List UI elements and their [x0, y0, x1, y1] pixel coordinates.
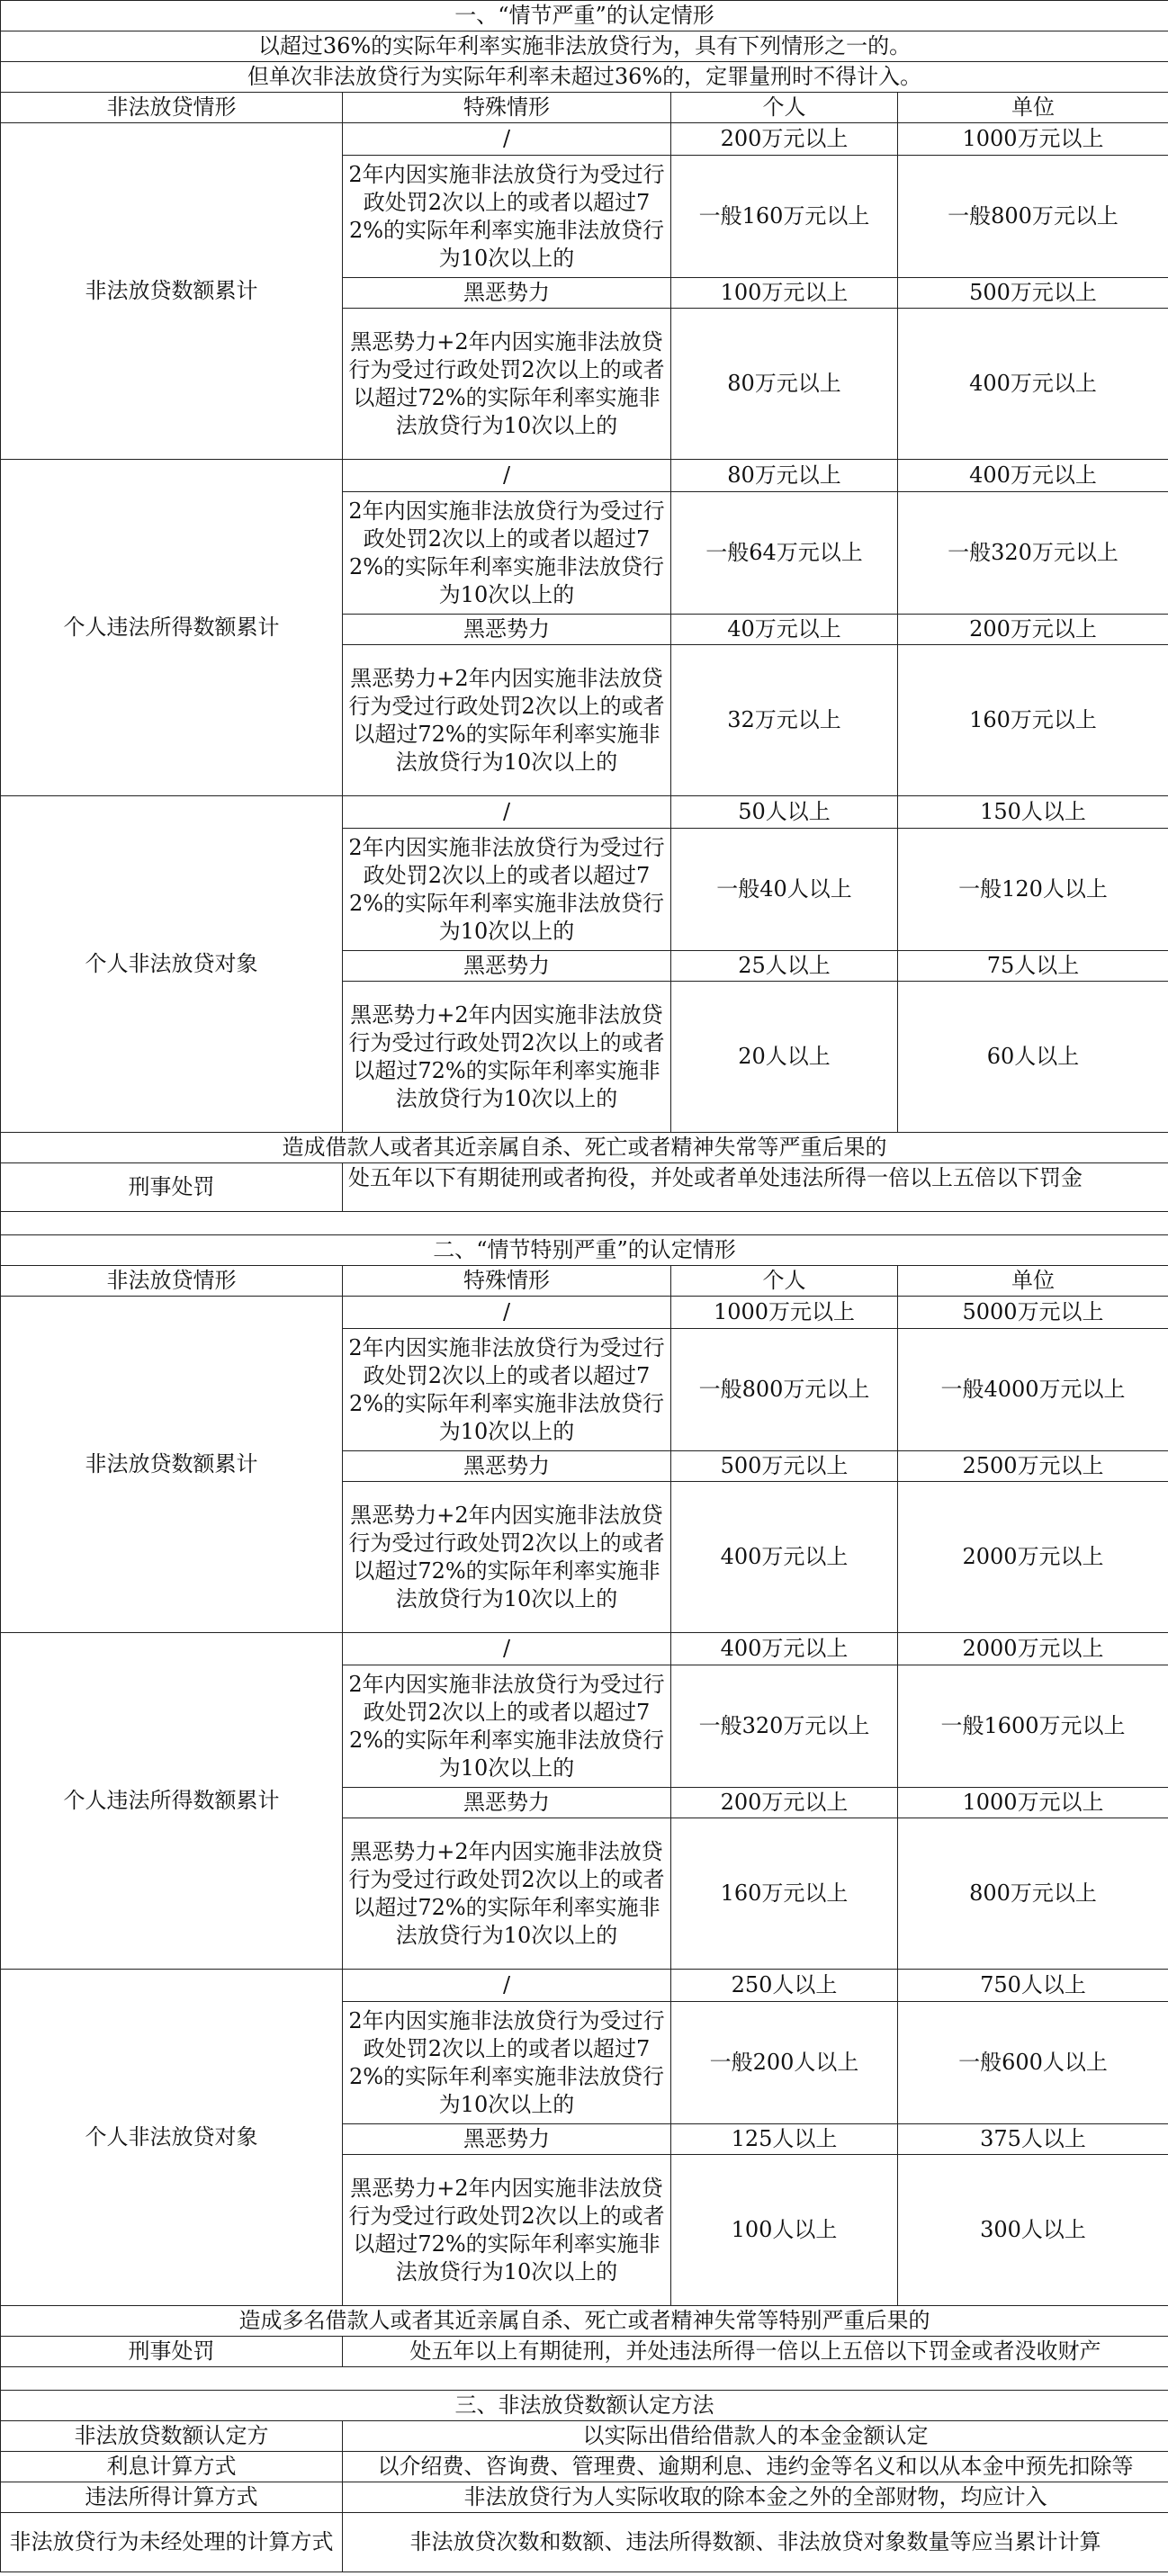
- category-label: 个人违法所得数额累计: [1, 1633, 343, 1970]
- spacer: [1, 2367, 1168, 2391]
- unit-value: 300人以上: [898, 2155, 1168, 2306]
- special-case-cell: 黑恶势力+2年内因实施非法放贷行为受过行政处罚2次以上的或者以超过72%的实际年利率实施非法放贷行为10次以上的: [343, 1482, 671, 1633]
- special-case-cell: 黑恶势力: [343, 951, 671, 982]
- method-label: 违法所得计算方式: [1, 2482, 343, 2513]
- unit-value: 75人以上: [898, 951, 1168, 982]
- individual-value: 100万元以上: [671, 278, 898, 309]
- individual-value: 200万元以上: [671, 123, 898, 156]
- unit-value: 375人以上: [898, 2124, 1168, 2155]
- individual-value: 一般40人以上: [671, 829, 898, 951]
- unit-value: 160万元以上: [898, 645, 1168, 796]
- individual-value: 1000万元以上: [671, 1297, 898, 1329]
- special-case-cell: 黑恶势力: [343, 1788, 671, 1818]
- individual-value: 80万元以上: [671, 460, 898, 492]
- column-header: 非法放贷情形: [1, 1266, 343, 1297]
- method-text: 非法放贷次数和数额、违法所得数额、非法放贷对象数量等应当累计计算: [343, 2513, 1168, 2572]
- header-row: [1, 93, 1168, 123]
- table-row: [1, 1297, 1168, 1329]
- unit-value: 2500万元以上: [898, 1451, 1168, 1482]
- special-case-cell: 2年内因实施非法放贷行为受过行政处罚2次以上的或者以超过72%的实际年利率实施非法放贷行为10次以上的: [343, 829, 671, 951]
- individual-value: 25人以上: [671, 951, 898, 982]
- unit-value: 400万元以上: [898, 309, 1168, 460]
- consequence-text: 造成多名借款人或者其近亲属自杀、死亡或者精神失常等特别严重后果的: [1, 2306, 1168, 2337]
- special-case-cell: /: [343, 1970, 671, 2002]
- penalty-text: 处五年以下有期徒刑或者拘役，并处或者单处违法所得一倍以上五倍以下罚金: [343, 1163, 1168, 1212]
- individual-value: 500万元以上: [671, 1451, 898, 1482]
- individual-value: 一般160万元以上: [671, 156, 898, 278]
- unit-value: 500万元以上: [898, 278, 1168, 309]
- special-case-cell: 2年内因实施非法放贷行为受过行政处罚2次以上的或者以超过72%的实际年利率实施非法放贷行为10次以上的: [343, 492, 671, 615]
- special-case-cell: 黑恶势力: [343, 615, 671, 645]
- section-title-row: [1, 2391, 1168, 2421]
- individual-value: 80万元以上: [671, 309, 898, 460]
- individual-value: 一般64万元以上: [671, 492, 898, 615]
- section-title-row: [1, 1, 1168, 31]
- individual-value: 一般200人以上: [671, 2002, 898, 2124]
- table-row: [1, 1633, 1168, 1665]
- unit-value: 2000万元以上: [898, 1482, 1168, 1633]
- special-case-cell: /: [343, 460, 671, 492]
- individual-value: 125人以上: [671, 2124, 898, 2155]
- unit-value: 200万元以上: [898, 615, 1168, 645]
- gap-row: [1, 2367, 1168, 2391]
- individual-value: 50人以上: [671, 796, 898, 829]
- section-title-row: [1, 1235, 1168, 1266]
- category-label: 非法放贷数额累计: [1, 123, 343, 460]
- special-case-cell: 黑恶势力: [343, 2124, 671, 2155]
- table-row: [1, 460, 1168, 492]
- special-case-cell: /: [343, 796, 671, 829]
- method-text: 非法放贷行为人实际收取的除本金之外的全部财物，均应计入: [343, 2482, 1168, 2513]
- unit-value: 400万元以上: [898, 460, 1168, 492]
- method-text: 以实际出借给借款人的本金金额认定: [343, 2421, 1168, 2452]
- note-row: [1, 31, 1168, 62]
- category-label: 个人违法所得数额累计: [1, 460, 343, 796]
- penalty-label: 刑事处罚: [1, 2337, 343, 2367]
- individual-value: 40万元以上: [671, 615, 898, 645]
- unit-value: 1000万元以上: [898, 1788, 1168, 1818]
- note-text: 但单次非法放贷行为实际年利率未超过36%的，定罪量刑时不得计入。: [1, 62, 1168, 93]
- special-case-cell: 黑恶势力+2年内因实施非法放贷行为受过行政处罚2次以上的或者以超过72%的实际年利率实施非法放贷行为10次以上的: [343, 2155, 671, 2306]
- special-case-cell: 2年内因实施非法放贷行为受过行政处罚2次以上的或者以超过72%的实际年利率实施非法放贷行为10次以上的: [343, 1329, 671, 1451]
- individual-value: 160万元以上: [671, 1818, 898, 1970]
- consequence-row: [1, 1133, 1168, 1163]
- individual-value: 一般800万元以上: [671, 1329, 898, 1451]
- method-label: 非法放贷数额认定方: [1, 2421, 343, 2452]
- method-label: 非法放贷行为未经处理的计算方式: [1, 2513, 343, 2572]
- column-header: 个人: [671, 1266, 898, 1297]
- penalty-text: 处五年以上有期徒刑，并处违法所得一倍以上五倍以下罚金或者没收财产: [343, 2337, 1168, 2367]
- method-row: [1, 2482, 1168, 2513]
- unit-value: 60人以上: [898, 982, 1168, 1133]
- column-header: 单位: [898, 93, 1168, 123]
- category-label: 非法放贷数额累计: [1, 1297, 343, 1633]
- column-header: 特殊情形: [343, 1266, 671, 1297]
- unit-value: 一般600人以上: [898, 2002, 1168, 2124]
- unit-value: 一般4000万元以上: [898, 1329, 1168, 1451]
- penalty-label: 刑事处罚: [1, 1163, 343, 1212]
- unit-value: 150人以上: [898, 796, 1168, 829]
- special-case-cell: 黑恶势力: [343, 1451, 671, 1482]
- special-case-cell: 黑恶势力+2年内因实施非法放贷行为受过行政处罚2次以上的或者以超过72%的实际年利率实施非法放贷行为10次以上的: [343, 982, 671, 1133]
- section-title: 二、“情节特别严重”的认定情形: [1, 1235, 1168, 1266]
- special-case-cell: 2年内因实施非法放贷行为受过行政处罚2次以上的或者以超过72%的实际年利率实施非法放贷行为10次以上的: [343, 2002, 671, 2124]
- individual-value: 200万元以上: [671, 1788, 898, 1818]
- method-row: [1, 2421, 1168, 2452]
- individual-value: 20人以上: [671, 982, 898, 1133]
- method-row: [1, 2452, 1168, 2482]
- special-case-cell: /: [343, 123, 671, 156]
- unit-value: 一般1600万元以上: [898, 1665, 1168, 1788]
- table-row: [1, 1970, 1168, 2002]
- category-label: 个人非法放贷对象: [1, 796, 343, 1133]
- unit-value: 1000万元以上: [898, 123, 1168, 156]
- special-case-cell: /: [343, 1633, 671, 1665]
- section-title: 三、非法放贷数额认定方法: [1, 2391, 1168, 2421]
- table-row: [1, 796, 1168, 829]
- column-header: 单位: [898, 1266, 1168, 1297]
- penalty-row: [1, 1163, 1168, 1212]
- column-header: 特殊情形: [343, 93, 671, 123]
- category-label: 个人非法放贷对象: [1, 1970, 343, 2306]
- consequence-row: [1, 2306, 1168, 2337]
- gap-row: [1, 1212, 1168, 1235]
- column-header: 非法放贷情形: [1, 93, 343, 123]
- method-label: 利息计算方式: [1, 2452, 343, 2482]
- individual-value: 32万元以上: [671, 645, 898, 796]
- individual-value: 一般320万元以上: [671, 1665, 898, 1788]
- method-text: 以介绍费、咨询费、管理费、逾期利息、违约金等名义和以从本金中预先扣除等: [343, 2452, 1168, 2482]
- individual-value: 100人以上: [671, 2155, 898, 2306]
- note-row: [1, 62, 1168, 93]
- column-header: 个人: [671, 93, 898, 123]
- unit-value: 750人以上: [898, 1970, 1168, 2002]
- special-case-cell: 黑恶势力+2年内因实施非法放贷行为受过行政处罚2次以上的或者以超过72%的实际年利率实施非法放贷行为10次以上的: [343, 1818, 671, 1970]
- special-case-cell: /: [343, 1297, 671, 1329]
- unit-value: 一般800万元以上: [898, 156, 1168, 278]
- unit-value: 2000万元以上: [898, 1633, 1168, 1665]
- special-case-cell: 黑恶势力: [343, 278, 671, 309]
- individual-value: 400万元以上: [671, 1633, 898, 1665]
- method-row: [1, 2513, 1168, 2572]
- unit-value: 一般120人以上: [898, 829, 1168, 951]
- individual-value: 250人以上: [671, 1970, 898, 2002]
- header-row: [1, 1266, 1168, 1297]
- unit-value: 800万元以上: [898, 1818, 1168, 1970]
- table-body: [1, 1, 1168, 2572]
- spacer: [1, 1212, 1168, 1235]
- section-title: 一、“情节严重”的认定情形: [1, 1, 1168, 31]
- penalty-row: [1, 2337, 1168, 2367]
- unit-value: 5000万元以上: [898, 1297, 1168, 1329]
- unit-value: 一般320万元以上: [898, 492, 1168, 615]
- consequence-text: 造成借款人或者其近亲属自杀、死亡或者精神失常等严重后果的: [1, 1133, 1168, 1163]
- special-case-cell: 黑恶势力+2年内因实施非法放贷行为受过行政处罚2次以上的或者以超过72%的实际年利率实施非法放贷行为10次以上的: [343, 645, 671, 796]
- special-case-cell: 黑恶势力+2年内因实施非法放贷行为受过行政处罚2次以上的或者以超过72%的实际年利率实施非法放贷行为10次以上的: [343, 309, 671, 460]
- note-text: 以超过36%的实际年利率实施非法放贷行为，具有下列情形之一的。: [1, 31, 1168, 62]
- special-case-cell: 2年内因实施非法放贷行为受过行政处罚2次以上的或者以超过72%的实际年利率实施非法放贷行为10次以上的: [343, 156, 671, 278]
- individual-value: 400万元以上: [671, 1482, 898, 1633]
- table-row: [1, 123, 1168, 156]
- special-case-cell: 2年内因实施非法放贷行为受过行政处罚2次以上的或者以超过72%的实际年利率实施非法放贷行为10次以上的: [343, 1665, 671, 1788]
